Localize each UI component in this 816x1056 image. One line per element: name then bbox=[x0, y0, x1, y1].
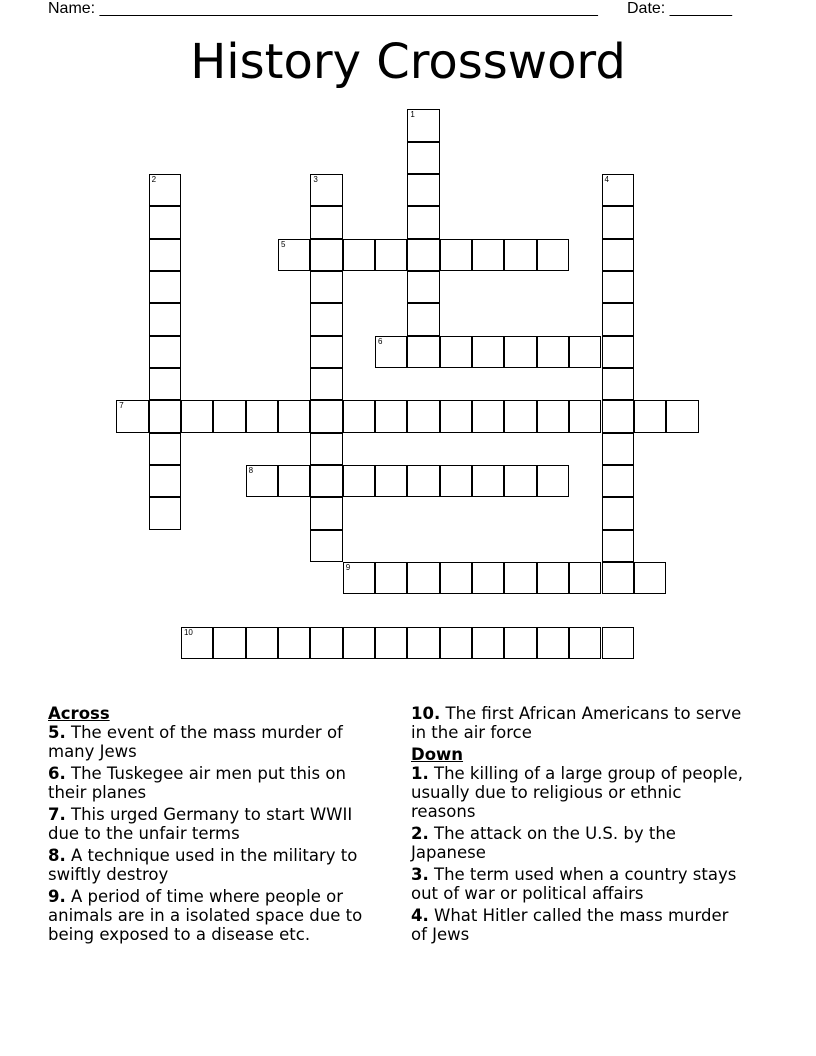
date-field: Date: _______ bbox=[627, 0, 732, 17]
grid-cell[interactable] bbox=[278, 465, 310, 497]
clue-number: 7. bbox=[48, 805, 66, 824]
grid-cell[interactable] bbox=[310, 174, 342, 206]
grid-cell[interactable] bbox=[440, 465, 472, 497]
grid-cell[interactable] bbox=[602, 465, 634, 497]
grid-cell[interactable] bbox=[343, 627, 375, 659]
grid-cell[interactable] bbox=[310, 530, 342, 562]
clue-item bbox=[411, 906, 746, 944]
grid-cell[interactable] bbox=[246, 465, 278, 497]
grid-cell[interactable] bbox=[375, 400, 407, 432]
grid-cell[interactable] bbox=[440, 562, 472, 594]
grid-cell[interactable] bbox=[569, 627, 601, 659]
grid-cell[interactable] bbox=[310, 271, 342, 303]
grid-cell[interactable] bbox=[149, 368, 181, 400]
grid-cell[interactable] bbox=[310, 206, 342, 238]
grid-cell[interactable] bbox=[278, 627, 310, 659]
clue-item bbox=[48, 723, 383, 761]
grid-cell[interactable] bbox=[246, 627, 278, 659]
grid-cell[interactable] bbox=[375, 336, 407, 368]
clue-item bbox=[411, 764, 746, 821]
clue-number: 6 bbox=[378, 336, 383, 346]
clues-left bbox=[48, 704, 383, 947]
grid-cell[interactable] bbox=[602, 627, 634, 659]
grid-cell[interactable] bbox=[472, 239, 504, 271]
grid-cell[interactable] bbox=[602, 271, 634, 303]
clue-number: 3 bbox=[313, 174, 318, 184]
grid-cell[interactable] bbox=[246, 400, 278, 432]
grid-cell[interactable] bbox=[537, 627, 569, 659]
grid-cell[interactable] bbox=[472, 465, 504, 497]
clue-text: The attack on the U.S. by the Japanese bbox=[411, 824, 676, 862]
grid-cell[interactable] bbox=[213, 627, 245, 659]
clue-number: 4. bbox=[411, 906, 429, 925]
clue-item bbox=[411, 704, 746, 742]
grid-cell[interactable] bbox=[407, 465, 439, 497]
grid-cell[interactable] bbox=[602, 562, 634, 594]
grid-cell[interactable] bbox=[343, 562, 375, 594]
grid-cell[interactable] bbox=[149, 497, 181, 529]
grid-cell[interactable] bbox=[472, 627, 504, 659]
clue-number: 9 bbox=[345, 563, 351, 573]
grid-cell[interactable] bbox=[569, 336, 601, 368]
grid-cell[interactable] bbox=[472, 336, 504, 368]
grid-cell[interactable] bbox=[375, 627, 407, 659]
grid-cell[interactable] bbox=[504, 627, 536, 659]
grid-cell[interactable] bbox=[149, 336, 181, 368]
grid-cell[interactable] bbox=[310, 336, 342, 368]
grid-cell[interactable] bbox=[375, 562, 407, 594]
grid-cell[interactable] bbox=[181, 627, 213, 659]
grid-cell[interactable] bbox=[407, 627, 439, 659]
grid-cell[interactable] bbox=[634, 400, 666, 432]
grid-cell[interactable] bbox=[310, 627, 342, 659]
clue-number: 4 bbox=[604, 174, 609, 184]
grid-cell[interactable] bbox=[343, 239, 375, 271]
grid-cell[interactable] bbox=[504, 336, 536, 368]
clues-right bbox=[411, 704, 746, 947]
grid-cell[interactable] bbox=[343, 400, 375, 432]
grid-cell[interactable] bbox=[310, 368, 342, 400]
grid-cell[interactable] bbox=[440, 627, 472, 659]
clue-number: 7 bbox=[119, 401, 124, 411]
clue-text: A period of time where people or animals are in a isolated space due to being exposed to a disease etc. bbox=[48, 887, 363, 944]
clue-number: 10 bbox=[183, 627, 193, 637]
grid-cell[interactable] bbox=[278, 400, 310, 432]
grid-cell[interactable] bbox=[310, 303, 342, 335]
clue-text: The term used when a country stays out of war or political affairs bbox=[411, 865, 737, 903]
grid-cell[interactable] bbox=[149, 206, 181, 238]
grid-cell[interactable] bbox=[149, 400, 181, 432]
grid-cell[interactable] bbox=[666, 400, 698, 432]
grid-cell[interactable] bbox=[537, 465, 569, 497]
grid-cell[interactable] bbox=[634, 562, 666, 594]
grid-cell[interactable] bbox=[569, 400, 601, 432]
clue-item bbox=[48, 846, 383, 884]
clue-text: The first African Americans to serve in the air force bbox=[411, 704, 742, 742]
grid-cell[interactable] bbox=[602, 336, 634, 368]
clue-number: 1. bbox=[411, 764, 429, 783]
clue-text: This urged Germany to start WWII due to the unfair terms bbox=[48, 805, 353, 843]
grid-cell[interactable] bbox=[310, 465, 342, 497]
grid-cell[interactable] bbox=[149, 174, 181, 206]
clue-text: The event of the mass murder of many Jews bbox=[48, 723, 343, 761]
grid-cell[interactable] bbox=[602, 239, 634, 271]
grid-cell[interactable] bbox=[602, 303, 634, 335]
grid-cell[interactable] bbox=[149, 239, 181, 271]
grid-cell[interactable] bbox=[504, 239, 536, 271]
clue-number: 5 bbox=[281, 239, 286, 249]
clue-item bbox=[48, 764, 383, 802]
clue-text: A technique used in the military to swiftly destroy bbox=[48, 846, 358, 884]
grid-cell[interactable] bbox=[278, 239, 310, 271]
grid-cell[interactable] bbox=[310, 239, 342, 271]
name-field: Name: ________________________________________________________ bbox=[48, 0, 598, 17]
grid-cell[interactable] bbox=[149, 433, 181, 465]
grid-cell[interactable] bbox=[407, 109, 439, 141]
clue-number: 1 bbox=[410, 110, 415, 120]
grid-cell[interactable] bbox=[602, 206, 634, 238]
grid-cell[interactable] bbox=[407, 174, 439, 206]
grid-cell[interactable] bbox=[310, 497, 342, 529]
clue-text: The Tuskegee air men put this on their planes bbox=[48, 764, 346, 802]
clue-number: 2. bbox=[411, 824, 429, 843]
grid-cell[interactable] bbox=[407, 239, 439, 271]
clue-number: 9. bbox=[48, 887, 66, 906]
grid-cell[interactable] bbox=[407, 271, 439, 303]
grid-cell[interactable] bbox=[504, 562, 536, 594]
grid-cell[interactable] bbox=[569, 562, 601, 594]
grid-cell[interactable] bbox=[407, 206, 439, 238]
clue-item bbox=[48, 805, 383, 843]
grid-cell[interactable] bbox=[537, 400, 569, 432]
clue-text: The killing of a large group of people, usually due to religious or ethnic reasons bbox=[411, 764, 744, 821]
grid-cell[interactable] bbox=[602, 368, 634, 400]
grid-cell[interactable] bbox=[440, 336, 472, 368]
page-title: History Crossword bbox=[190, 34, 626, 90]
clue-item bbox=[411, 865, 746, 903]
grid-cell[interactable] bbox=[149, 465, 181, 497]
grid-cell[interactable] bbox=[310, 433, 342, 465]
grid-cell[interactable] bbox=[407, 562, 439, 594]
grid-cell[interactable] bbox=[440, 239, 472, 271]
grid-cell[interactable] bbox=[181, 400, 213, 432]
grid-cell[interactable] bbox=[537, 562, 569, 594]
clue-number: 3. bbox=[411, 865, 429, 884]
grid-cell[interactable] bbox=[149, 303, 181, 335]
clue-number: 5. bbox=[48, 723, 66, 742]
grid-cell[interactable] bbox=[504, 465, 536, 497]
clue-item bbox=[48, 887, 383, 944]
across-heading: Across bbox=[48, 704, 110, 723]
grid-cell[interactable] bbox=[537, 336, 569, 368]
grid-cell[interactable] bbox=[602, 497, 634, 529]
grid-cell[interactable] bbox=[213, 400, 245, 432]
grid-cell[interactable] bbox=[537, 239, 569, 271]
clue-item bbox=[411, 824, 746, 862]
grid-cell[interactable] bbox=[602, 174, 634, 206]
clue-text: What Hitler called the mass murder of Jews bbox=[411, 906, 729, 944]
grid-cell[interactable] bbox=[602, 530, 634, 562]
clue-number: 8 bbox=[248, 466, 254, 476]
grid-cell[interactable] bbox=[375, 465, 407, 497]
grid-cell[interactable] bbox=[602, 433, 634, 465]
clue-number: 6. bbox=[48, 764, 66, 783]
grid-cell[interactable] bbox=[343, 465, 375, 497]
clue-number: 2 bbox=[151, 174, 157, 184]
grid-cell[interactable] bbox=[116, 400, 148, 432]
grid-cell[interactable] bbox=[472, 400, 504, 432]
grid-cell[interactable] bbox=[149, 271, 181, 303]
clue-number: 10. bbox=[411, 704, 441, 723]
clue-number: 8. bbox=[48, 846, 66, 865]
grid-cell[interactable] bbox=[504, 400, 536, 432]
grid-cell[interactable] bbox=[602, 400, 634, 432]
grid-cell[interactable] bbox=[472, 562, 504, 594]
grid-cell[interactable] bbox=[407, 336, 439, 368]
grid-cell[interactable] bbox=[407, 400, 439, 432]
down-heading: Down bbox=[411, 745, 464, 764]
grid-cell[interactable] bbox=[440, 400, 472, 432]
grid-cell[interactable] bbox=[310, 400, 342, 432]
grid-cell[interactable] bbox=[407, 142, 439, 174]
grid-cell[interactable] bbox=[407, 303, 439, 335]
grid-cell[interactable] bbox=[375, 239, 407, 271]
